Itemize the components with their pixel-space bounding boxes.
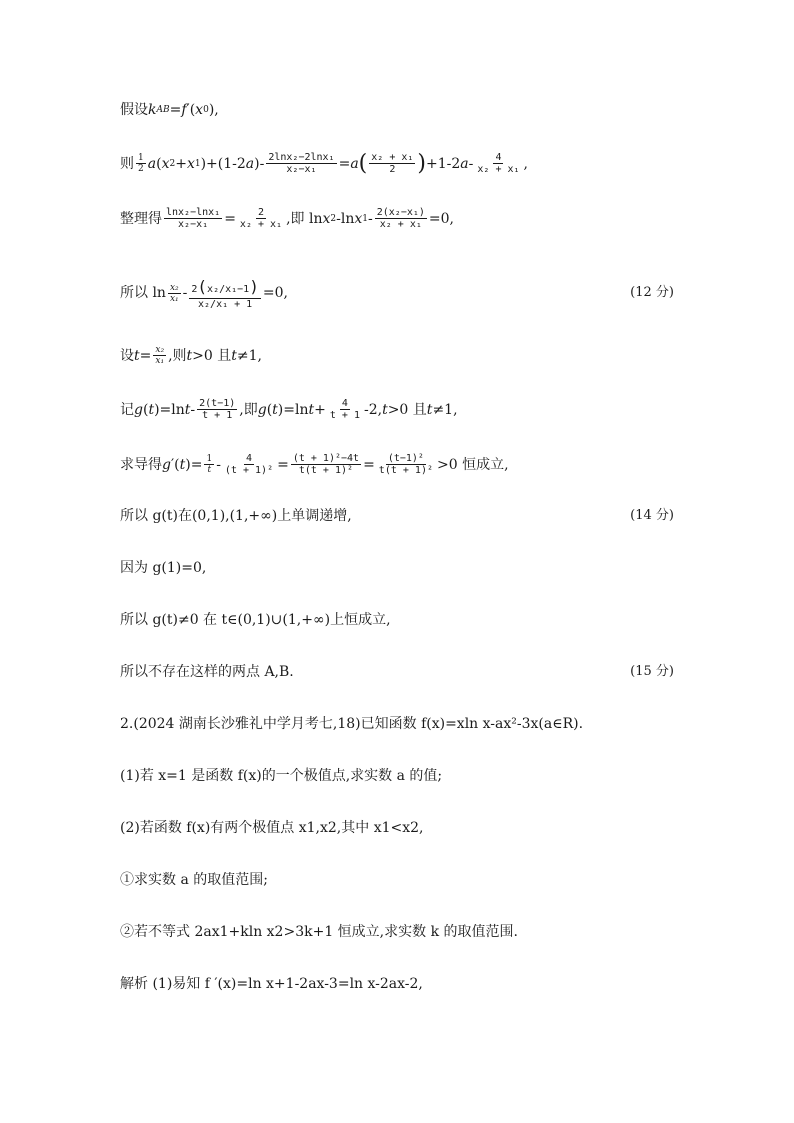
- line-g1-zero: 因为 g(1)=0,: [120, 560, 207, 576]
- line-ratio: 所以 ln $\frac{\text{x₂}}{\text{x₁}}$ - $\frac{\text{2(x₂/x₁−1)}}{\text{x₂/x₁ + 1}}$ =0, (12 分): [120, 277, 674, 310]
- line-define-g: 记 g ( t )=ln t - $\frac{2(t-1)}{t + 1}$ ,即 g ( t )=ln t + $\frac{4}{t + 1}$ -2, t >0 且 t ≠1,: [120, 398, 458, 421]
- line-derivative: 求导得 g ′( t )= $\frac{1}{t}$ - $\frac{4}{\text{(t + 1)²}}$ = $\frac{\text{(t + 1)²−4t}}{\text{t(t + 1)²}}$ = $\frac{\text{(t−1)²}}{\text{t(t + 1)²}}$ >0 恒成立,: [120, 453, 509, 476]
- problem-2-statement: 2.(2024 湖南长沙雅礼中学月考七,18)已知函数 f(x)=xln x-ax²-3x(a∈R).: [120, 716, 584, 732]
- line-assume-slope: 假设 k AB = f ′( x 0 ),: [120, 102, 219, 118]
- problem-2-part-2: (2)若函数 f(x)有两个极值点 x1,x2,其中 x1<x2,: [120, 820, 424, 836]
- problem-2-part-1: (1)若 x=1 是函数 f(x)的一个极值点,求实数 a 的值;: [120, 768, 443, 784]
- score-12: (12 分): [630, 285, 674, 300]
- line-simplify: 整理得 $\frac{\text{lnx₂−lnx₁}}{\text{x₂−x₁}}$ = $\frac{2}{\text{x₂ + x₁}}$ ,即 ln x 2 -ln x 1 - $\frac{\text{2(x₂−x₁)}}{\text{x₂ + x₁}}$ =0,: [120, 207, 454, 230]
- score-14: (14 分): [630, 508, 674, 523]
- problem-2-part-2-sub-1: ①求实数 a 的取值范围;: [120, 872, 268, 888]
- problem-2-part-2-sub-2: ②若不等式 2ax1+kln x2>3k+1 恒成立,求实数 k 的取值范围.: [120, 924, 518, 940]
- line-equation: 则 $\frac{1}{2}$ a ( x 2 + x 1 )+(1-2 a )- $\frac{\text{2lnx₂−2lnx₁}}{\text{x₂−x₁}}$ = a ( $\frac{\text{x₂ + x₁}}{2}$ ) +1-2 a - $\frac{4}{\text{x₂ + x₁}}$ ,: [120, 150, 528, 176]
- line-conclusion: 所以不存在这样的两点 A,B. (15 分): [120, 664, 674, 680]
- line-monotonic: 所以 g(t)在(0,1),(1,+∞)上单调递增, (14 分): [120, 508, 674, 524]
- line-g-nonzero: 所以 g(t)≠0 在 t∈(0,1)∪(1,+∞)上恒成立,: [120, 612, 391, 628]
- solution-start: 解析 (1)易知 f ′(x)=ln x+1-2ax-3=ln x-2ax-2,: [120, 976, 423, 992]
- line-let-t: 设 t = $\frac{\text{x₂}}{\text{x₁}}$ ,则 t >0 且 t ≠1,: [120, 345, 262, 366]
- score-15: (15 分): [630, 664, 674, 679]
